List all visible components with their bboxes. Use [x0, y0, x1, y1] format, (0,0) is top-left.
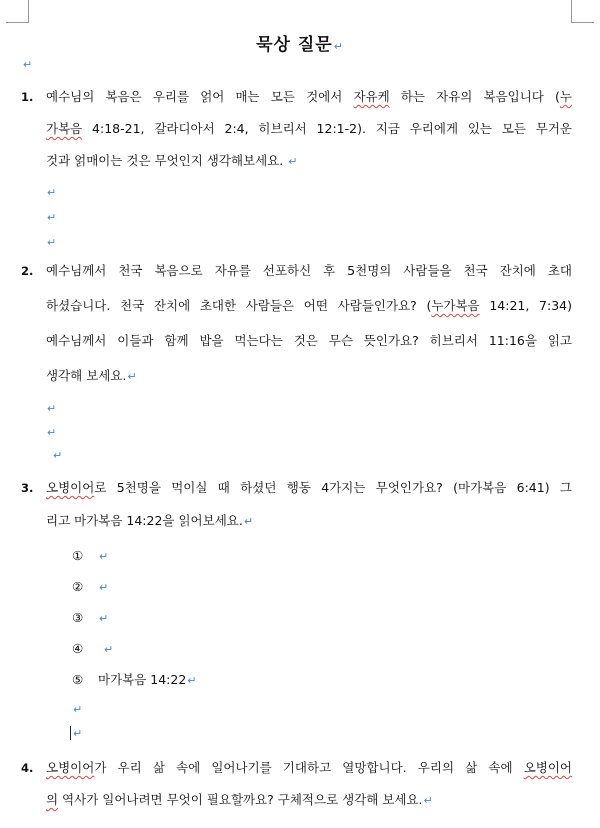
paragraph-mark-icon: ↵: [333, 40, 344, 53]
question-number: 3.: [21, 481, 34, 495]
paragraph-mark-icon: ↵: [73, 727, 83, 740]
question-2-line[interactable]: 예수님께서 천국 복음으로 자유를 선포하신 후 5천명의 사람들을 천국 잔치에 초대: [46, 263, 572, 278]
list-item[interactable]: ① ↵: [72, 548, 109, 563]
question-4-line[interactable]: 의 역사가 일어나려면 무엇이 필요할까요? 구체적으로 생각해 보세요.↵: [46, 792, 433, 807]
text-cursor: [70, 726, 71, 740]
question-number: 2.: [21, 264, 34, 278]
question-1-line[interactable]: 예수님의 복음은 우리를 얽어 매는 모든 것에서 자유케 하는 자유의 복음입니다 (누: [46, 89, 572, 104]
question-3-line[interactable]: 리고 마가복음 14:22을 읽어보세요.↵: [46, 513, 254, 528]
question-1-line[interactable]: 것과 얽매이는 것은 무엇인지 생각해보세요. ↵: [46, 153, 298, 168]
paragraph-mark-icon: ↵: [47, 211, 57, 224]
question-3-line[interactable]: 오병이어로 5천명을 먹이실 때 하셨던 행동 4가지는 무엇인가요? (마가복음 6:41) 그: [46, 480, 572, 495]
paragraph-mark-icon: ↵: [99, 550, 109, 563]
question-4-line[interactable]: 오병이어가 우리 삶 속에 일어나기를 기대하고 열망합니다. 우리의 삶 속에 오병이어: [46, 760, 572, 775]
paragraph-mark-icon: ↵: [127, 370, 137, 383]
paragraph-mark-icon: ↵: [423, 794, 433, 807]
list-item[interactable]: ⑤ 마가복음 14:22↵: [72, 672, 197, 687]
paragraph-mark-icon: ↵: [104, 643, 114, 656]
question-2-line[interactable]: 예수님께서 이들과 함께 밥을 먹는다는 것은 무슨 뜻인가요? 히브리서 11:16을 읽고: [46, 333, 572, 348]
paragraph-mark-icon: ↵: [47, 402, 57, 415]
question-number: 4.: [21, 761, 34, 775]
paragraph-mark-icon: ↵: [288, 155, 298, 168]
question-2-line[interactable]: 하셨습니다. 천국 잔치에 초대한 사람들은 어떤 사람들인가요? (누가복음 14:21, 7:34): [46, 298, 572, 313]
paragraph-mark-icon: ↵: [47, 236, 57, 249]
question-2-line[interactable]: 생각해 보세요.↵: [46, 368, 137, 383]
paragraph-mark-icon: ↵: [47, 426, 57, 439]
paragraph-mark-icon: ↵: [23, 58, 33, 71]
list-item[interactable]: ② ↵: [72, 579, 109, 594]
paragraph-mark-icon: ↵: [99, 581, 109, 594]
question-number: 1.: [21, 90, 34, 104]
list-item[interactable]: ④ ↵: [72, 641, 114, 656]
document-title[interactable]: 묵상 질문↵: [256, 35, 344, 55]
question-1-line[interactable]: 가복음 4:18-21, 갈라디아서 2:4, 히브리서 12:1-2). 지금 우리에게 있는 모든 무거운: [46, 121, 572, 136]
page-corner-mark: [571, 0, 594, 23]
paragraph-mark-icon: ↵: [53, 449, 63, 462]
paragraph-mark-icon: ↵: [47, 186, 57, 199]
paragraph-mark-icon: ↵: [187, 674, 197, 687]
paragraph-mark-icon: ↵: [73, 703, 83, 716]
list-item[interactable]: ③ ↵: [72, 610, 109, 625]
page-corner-mark: [6, 0, 29, 23]
paragraph-mark-icon: ↵: [243, 515, 254, 528]
paragraph-mark-icon: ↵: [99, 612, 109, 625]
